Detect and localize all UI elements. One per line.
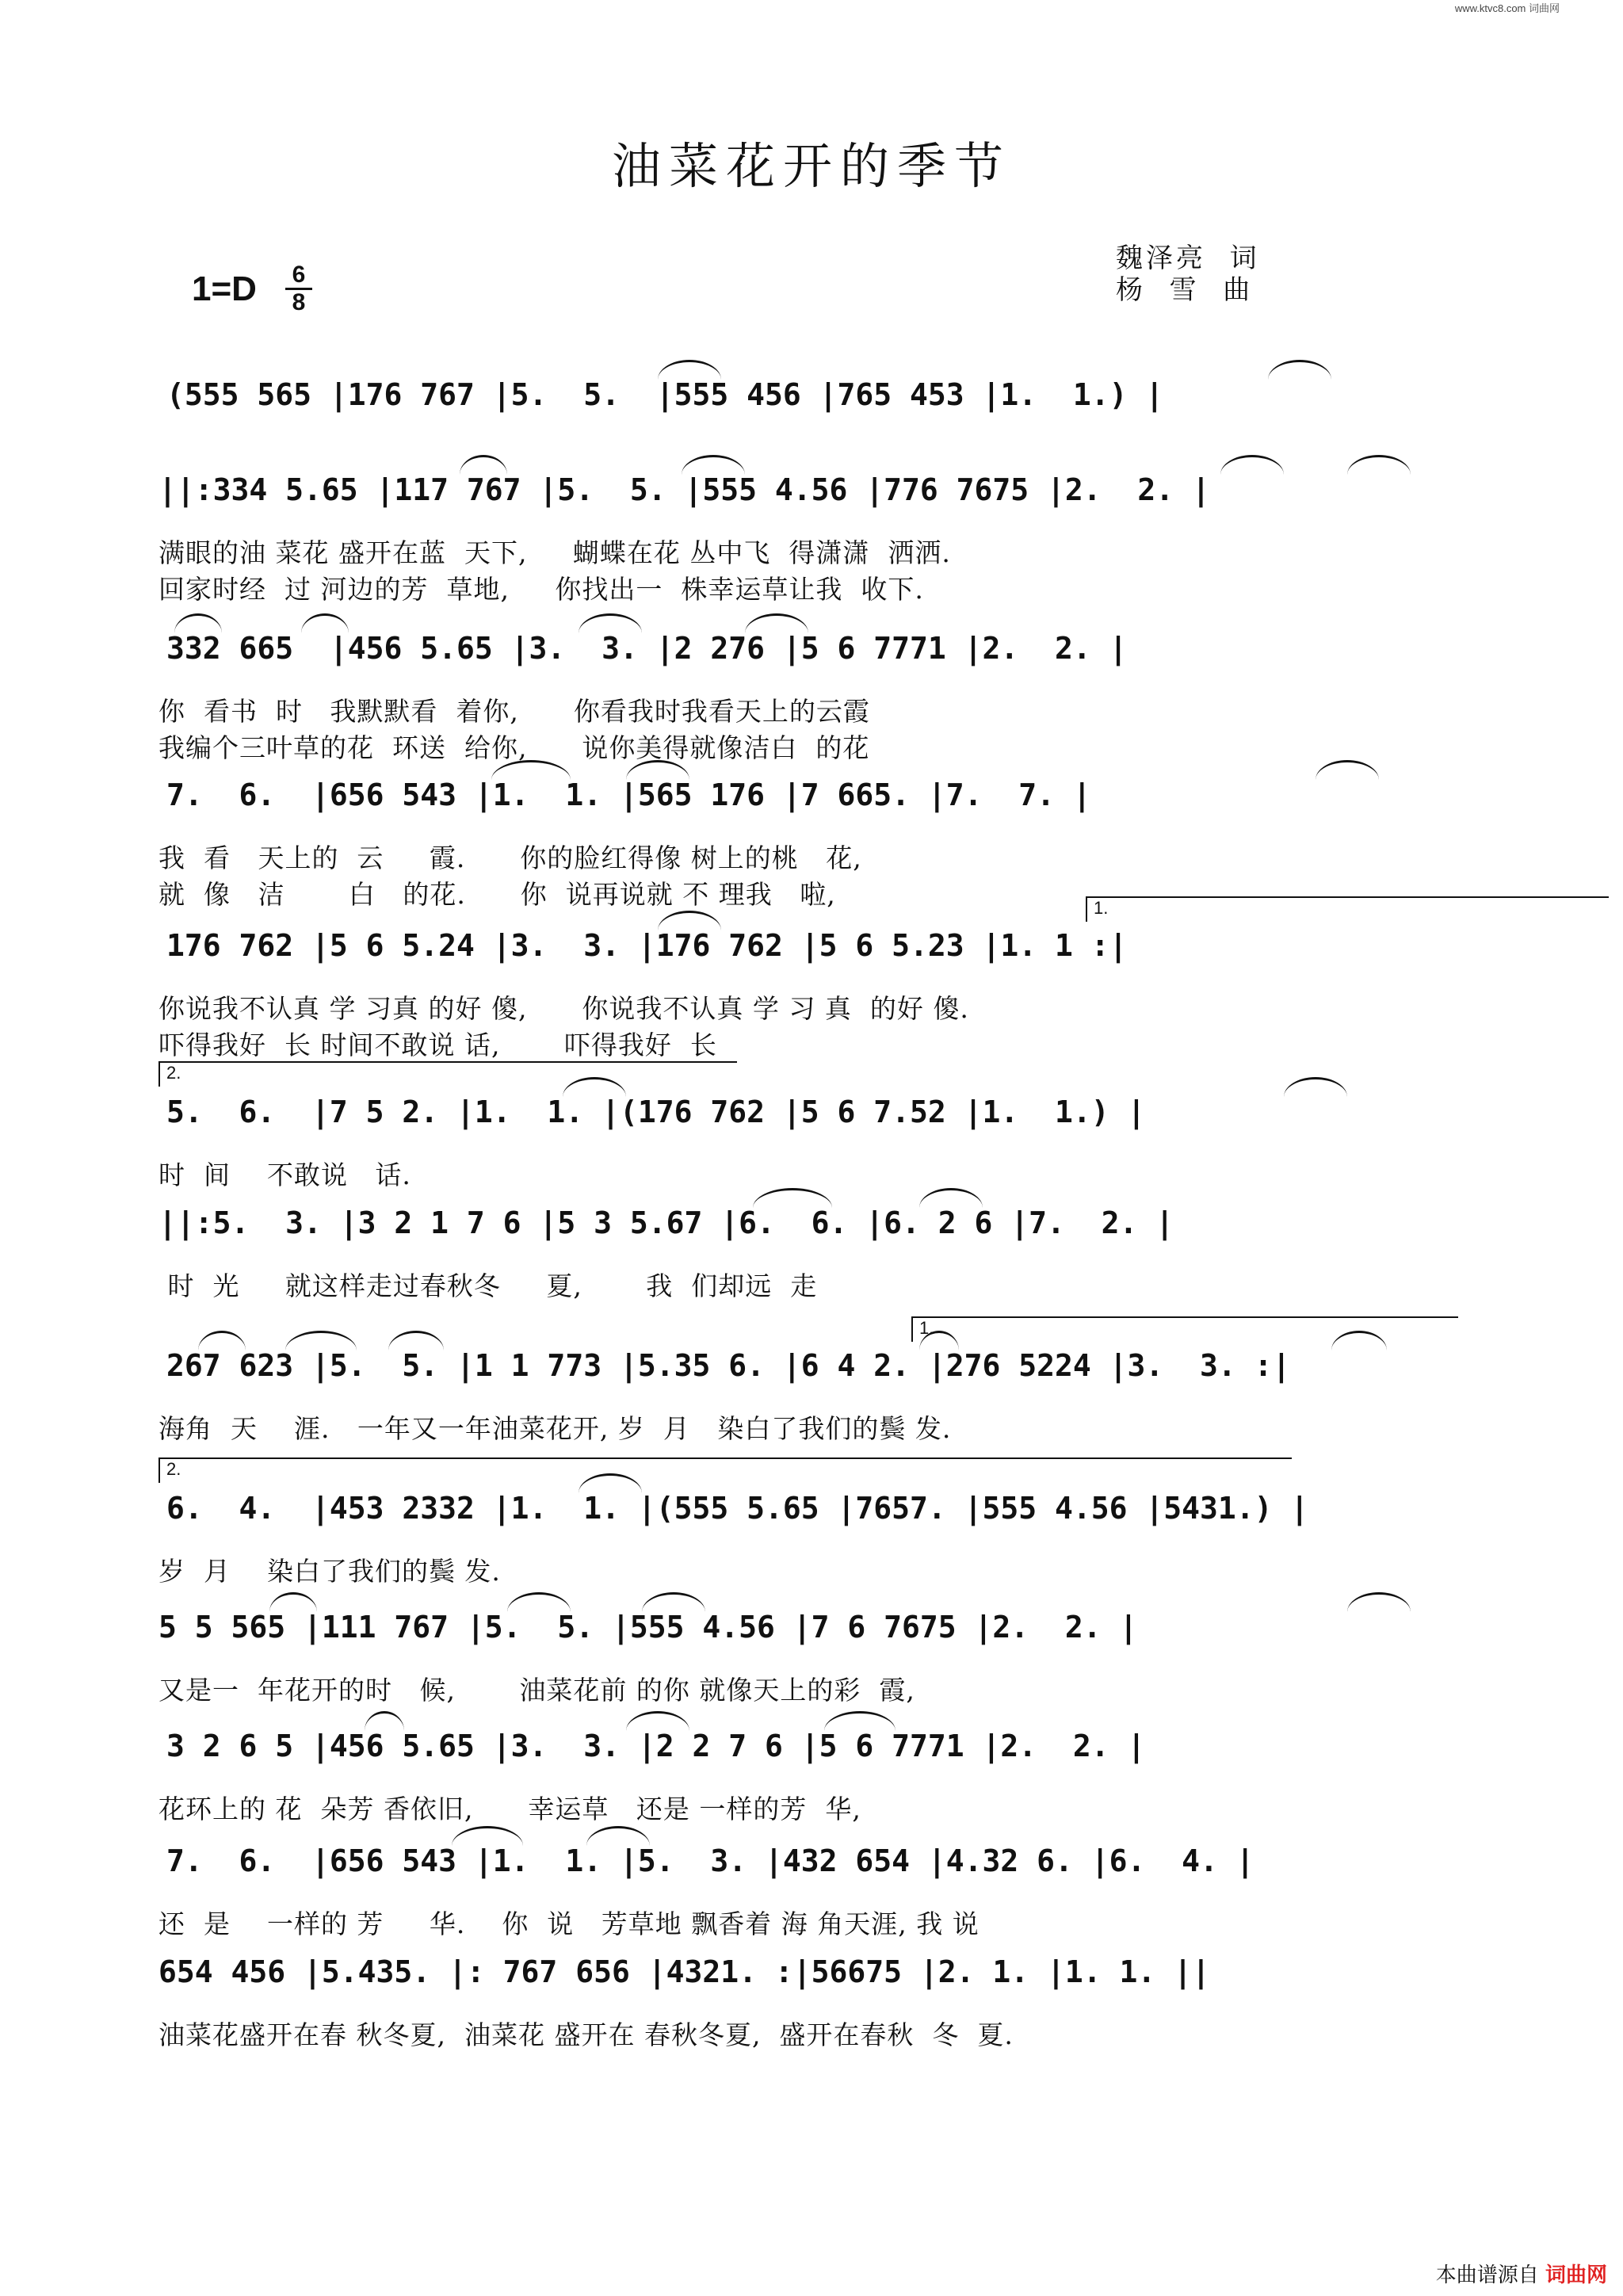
tie-arc [658,360,721,380]
notation-line [158,1839,1466,1894]
notes: 267 623 |5. 5. |1 1 773 |5.35 6. |6 4 2. |276 5224 |3. 3. :| [166,1348,1291,1383]
notes: ||:334 5.65 |117 767 |5. 5. |555 4.56 |776 7675 |2. 2. | [158,472,1210,507]
first-ending-bracket: 1. [1086,896,1609,922]
site-url: www.ktvc8.com 词曲网 [1454,2,1560,14]
lyricist-credit: 魏泽亮 词 [1116,243,1260,274]
tie-arc [658,911,721,930]
lyric-verse-1: 满眼的油 菜花 盛开在蓝 天下, 蝴蝶在花 丛中飞 得潇潇 洒洒. [158,537,951,568]
song-title: 油菜花开的季节 [611,137,1011,195]
notes: 7. 6. |656 543 |1. 1. |565 176 |7 665. |7. 7. | [166,777,1091,812]
notation-line [158,1090,1466,1145]
lyric-verse-1: 油菜花盛开在春 秋冬夏, 油菜花 盛开在 春秋冬夏, 盛开在春秋 冬 夏. [158,2019,1014,2050]
lyric-verse-1: 我 看 天上的 云 霞. 你的脸红得像 树上的桃 花, [158,842,862,873]
tie-arc [586,1826,650,1846]
tie-arc [919,1188,983,1208]
tie-arc [388,1331,444,1350]
composer-credit: 杨 雪 曲 [1116,274,1254,306]
notation-line [158,898,1466,979]
notation-line [158,1950,1466,2005]
tie-arc [579,613,642,633]
lyric-verse-2: 就 像 洁 白 的花. 你 说再说就 不 理我 啦, [158,879,836,910]
time-signature [285,263,312,315]
notes: 7. 6. |656 543 |1. 1. |5. 3. |432 654 |4.32 6. |6. 4. | [166,1843,1254,1878]
tie-arc [1316,760,1379,780]
tie-arc [285,1331,357,1350]
tie-arc [365,1711,404,1731]
lyric-verse-2: 吓得我好 长 时间不敢说 话, 吓得我好 长 [158,1030,717,1060]
tie-arc [452,1826,523,1846]
tie-arc [824,1711,896,1731]
tie-arc [1347,1592,1411,1612]
second-ending-bracket: 2. [158,1061,737,1087]
notes: 176 762 |5 6 5.24 |3. 3. |176 762 |5 6 5.23 |1. 1 :| [166,928,1128,963]
notes: 6. 4. |453 2332 |1. 1. |(555 5.65 |7657. |555 4.56 |5431.) | [166,1491,1309,1526]
tie-arc [626,1711,689,1731]
second-ending-bracket: 2. [158,1457,1292,1483]
lyric-verse-2: 我编个三叶草的花 环送 给你, 说你美得就像洁白 的花 [158,732,870,763]
lyric-verse-1: 又是一 年花开的时 候, 油菜花前 的你 就像天上的彩 霞, [158,1675,915,1706]
notes: 5. 6. |7 5 2. |1. 1. |(176 762 |5 6 7.52 |1. 1.) | [166,1095,1146,1129]
tie-arc [301,613,349,633]
lyric-verse-2: 回家时经 过 河边的芳 草地, 你找出一 株幸运草让我 收下. [158,574,924,605]
meter-top: 6 [292,262,306,288]
tie-arc [507,1592,571,1612]
notes: 5 5 565 |111 767 |5. 5. |555 4.56 |7 6 7675 |2. 2. | [158,1610,1138,1645]
watermark-source-text: 本曲谱源自 [1435,2264,1539,2287]
tie-arc [682,455,745,475]
tie-arc [1284,1077,1347,1097]
notation-line [158,1724,1466,1779]
first-ending-bracket: 1. [911,1316,1458,1342]
notes: 3 2 6 5 |456 5.65 |3. 3. |2 2 7 6 |5 6 7771 |2. 2. | [166,1729,1146,1763]
lyric-verse-1: 时 光 就这样走过春秋冬 夏, 我 们却远 走 [158,1270,818,1301]
notes: 332 665 |456 5.65 |3. 3. |2 276 |5 6 7771 |2. 2. | [166,631,1128,666]
notation-line [158,372,1466,428]
notes: (555 565 |176 767 |5. 5. |555 456 |765 453 |1. 1.) | [166,377,1164,412]
tie-arc [460,455,507,475]
watermark-brand: 词曲网 [1545,2264,1607,2287]
notation-line [158,626,1466,682]
lyric-verse-1: 花环上的 花 朵芳 香依旧, 幸运草 还是 一样的芳 华, [158,1794,861,1824]
notes: ||:5. 3. |3 2 1 7 6 |5 3 5.67 |6. 6. |6. 2 6 |7. 2. | [158,1205,1174,1240]
notes: 654 456 |5.435. |: 767 656 |4321. :|56675 |2. 1. |1. 1. || [158,1954,1210,1989]
lyric-verse-1: 岁 月 染白了我们的鬓 发. [158,1556,501,1587]
lyric-verse-1: 你 看书 时 我默默看 着你, 你看我时我看天上的云霞 [158,696,870,727]
notation-line [158,468,1466,523]
lyric-verse-1: 还 是 一样的 芳 华. 你 说 芳草地 飘香着 海 角天涯, 我 说 [158,1908,980,1939]
key-signature: 1=D [192,269,257,308]
notation-line [158,1486,1466,1541]
notation-line [158,1318,1466,1399]
notation-line [158,1605,1466,1660]
tie-arc [753,1188,832,1208]
tie-arc [642,1592,705,1612]
tie-arc [1220,455,1284,475]
notation-line [158,773,1466,828]
tie-arc [269,1592,317,1612]
tie-arc [1268,360,1331,380]
tie-arc [174,613,222,633]
source-watermark [1436,2259,1607,2288]
tie-arc [1347,455,1411,475]
meter-bottom: 8 [292,289,306,315]
tie-arc [198,1331,246,1350]
notation-line [158,1201,1466,1256]
lyric-verse-1: 海角 天 涯. 一年又一年油菜花开, 岁 月 染白了我们的鬓 发. [158,1413,952,1444]
lyric-verse-1: 你说我不认真 学 习真 的好 傻, 你说我不认真 学 习 真 的好 傻. [158,993,969,1024]
lyric-verse-1: 时 间 不敢说 话. [158,1159,411,1190]
tie-arc [745,613,808,633]
